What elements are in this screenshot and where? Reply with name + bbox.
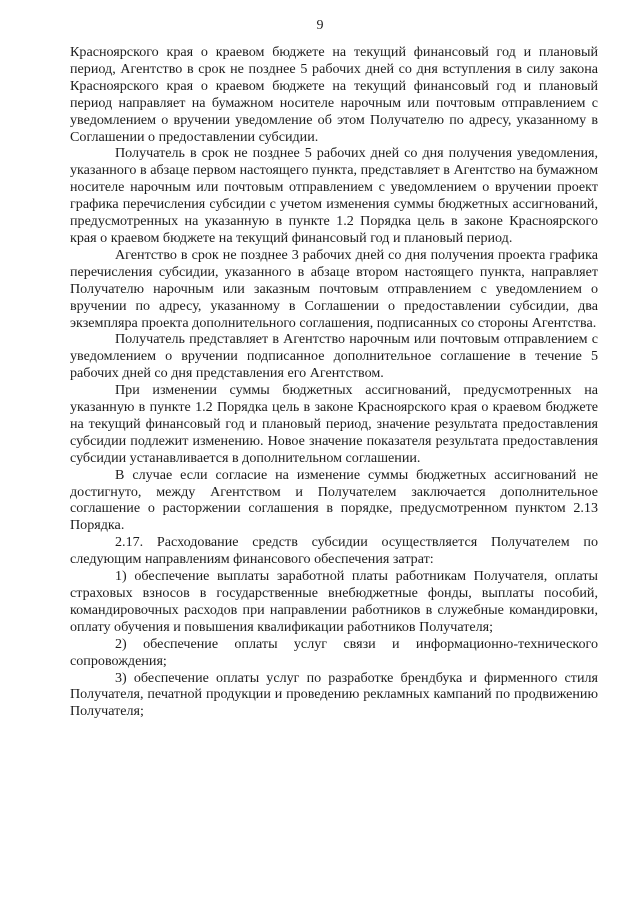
document-body	[70, 44, 598, 720]
list-item-salary-expenses: 1) обеспечение выплаты заработной платы работникам Получателя, оплаты страховых взносов в государственные внебюджетные фонды, выплаты пособий, командировочных расходов при направлении работников в служебные командировки, оплату обучения и повышения квалификации работников Получателя;	[70, 568, 598, 635]
page-number: 9	[316, 18, 324, 33]
paragraph-agreement-termination: В случае если согласие на изменение суммы бюджетных ассигнований не достигнуто, между Агентством и Получателем заключается дополнительное соглашение о расторжении соглашения в порядке, предусмотренном пунктом 2.13 Порядка.	[70, 466, 598, 534]
paragraph-budget-law-notification: Красноярского края о краевом бюджете на текущий финансовый год и плановый период, Агентство в срок не позднее 5 рабочих дней со дня вступления в силу закона Красноярского края о краевом бюджете на текущий финансовый год и плановый период направляет на бумажном носителе нарочным или почтовым отправлением с уведомлением о вручении уведомление об этом Получателю по адресу, указанному в Соглашении о предоставлении субсидии.	[70, 44, 598, 145]
paragraph-payment-schedule-draft: Получатель в срок не позднее 5 рабочих дней со дня получения уведомления, указанного в абзаце первом настоящего пункта, представляет в Агентство на бумажном носителе нарочным или почтовым отправлением с уведомлением о вручении проект графика перечисления субсидии с учетом изменения суммы бюджетных ассигнований, предусмотренных на указанную в пункте 1.2 Порядка цель в законе Красноярского края о краевом бюджете на текущий финансовый год и плановый период.	[70, 145, 598, 246]
list-item-brandbook-advertising: 3) обеспечение оплаты услуг по разработке брендбука и фирменного стиля Получателя, печатной продукции и проведению рекламных кампаний по продвижению Получателя;	[70, 669, 598, 720]
list-item-communication-services: 2) обеспечение оплаты услуг связи и информационно-технического сопровождения;	[70, 635, 598, 669]
paragraph-result-value-change: При изменении суммы бюджетных ассигнований, предусмотренных на указанную в пункте 1.2 Порядка цель в законе Красноярского края о краевом бюджете на текущий финансовый год и плановый период, значение результата предоставления субсидии подлежит изменению. Новое значение показателя результата предоставления субсидии устанавливается в дополнительном соглашении.	[70, 382, 598, 466]
paragraph-additional-agreement-draft: Агентство в срок не позднее 3 рабочих дней со дня получения проекта графика перечисления субсидии, указанного в абзаце втором настоящего пункта, направляет Получателю нарочным или заказным почтовым отправлением с уведомлением о вручении по адресу, указанному в Соглашении о предоставлении субсидии, два экземпляра проекта дополнительного соглашения, подписанных со стороны Агентства.	[70, 246, 598, 331]
paragraph-signed-agreement-return: Получатель представляет в Агентство нарочным или почтовым отправлением с уведомлением о вручении подписанное дополнительное соглашение в течение 5 рабочих дней со дня представления его Агентством.	[70, 331, 598, 382]
paragraph-clause-2-17: 2.17. Расходование средств субсидии осуществляется Получателем по следующим направлениям финансового обеспечения затрат:	[70, 534, 598, 568]
